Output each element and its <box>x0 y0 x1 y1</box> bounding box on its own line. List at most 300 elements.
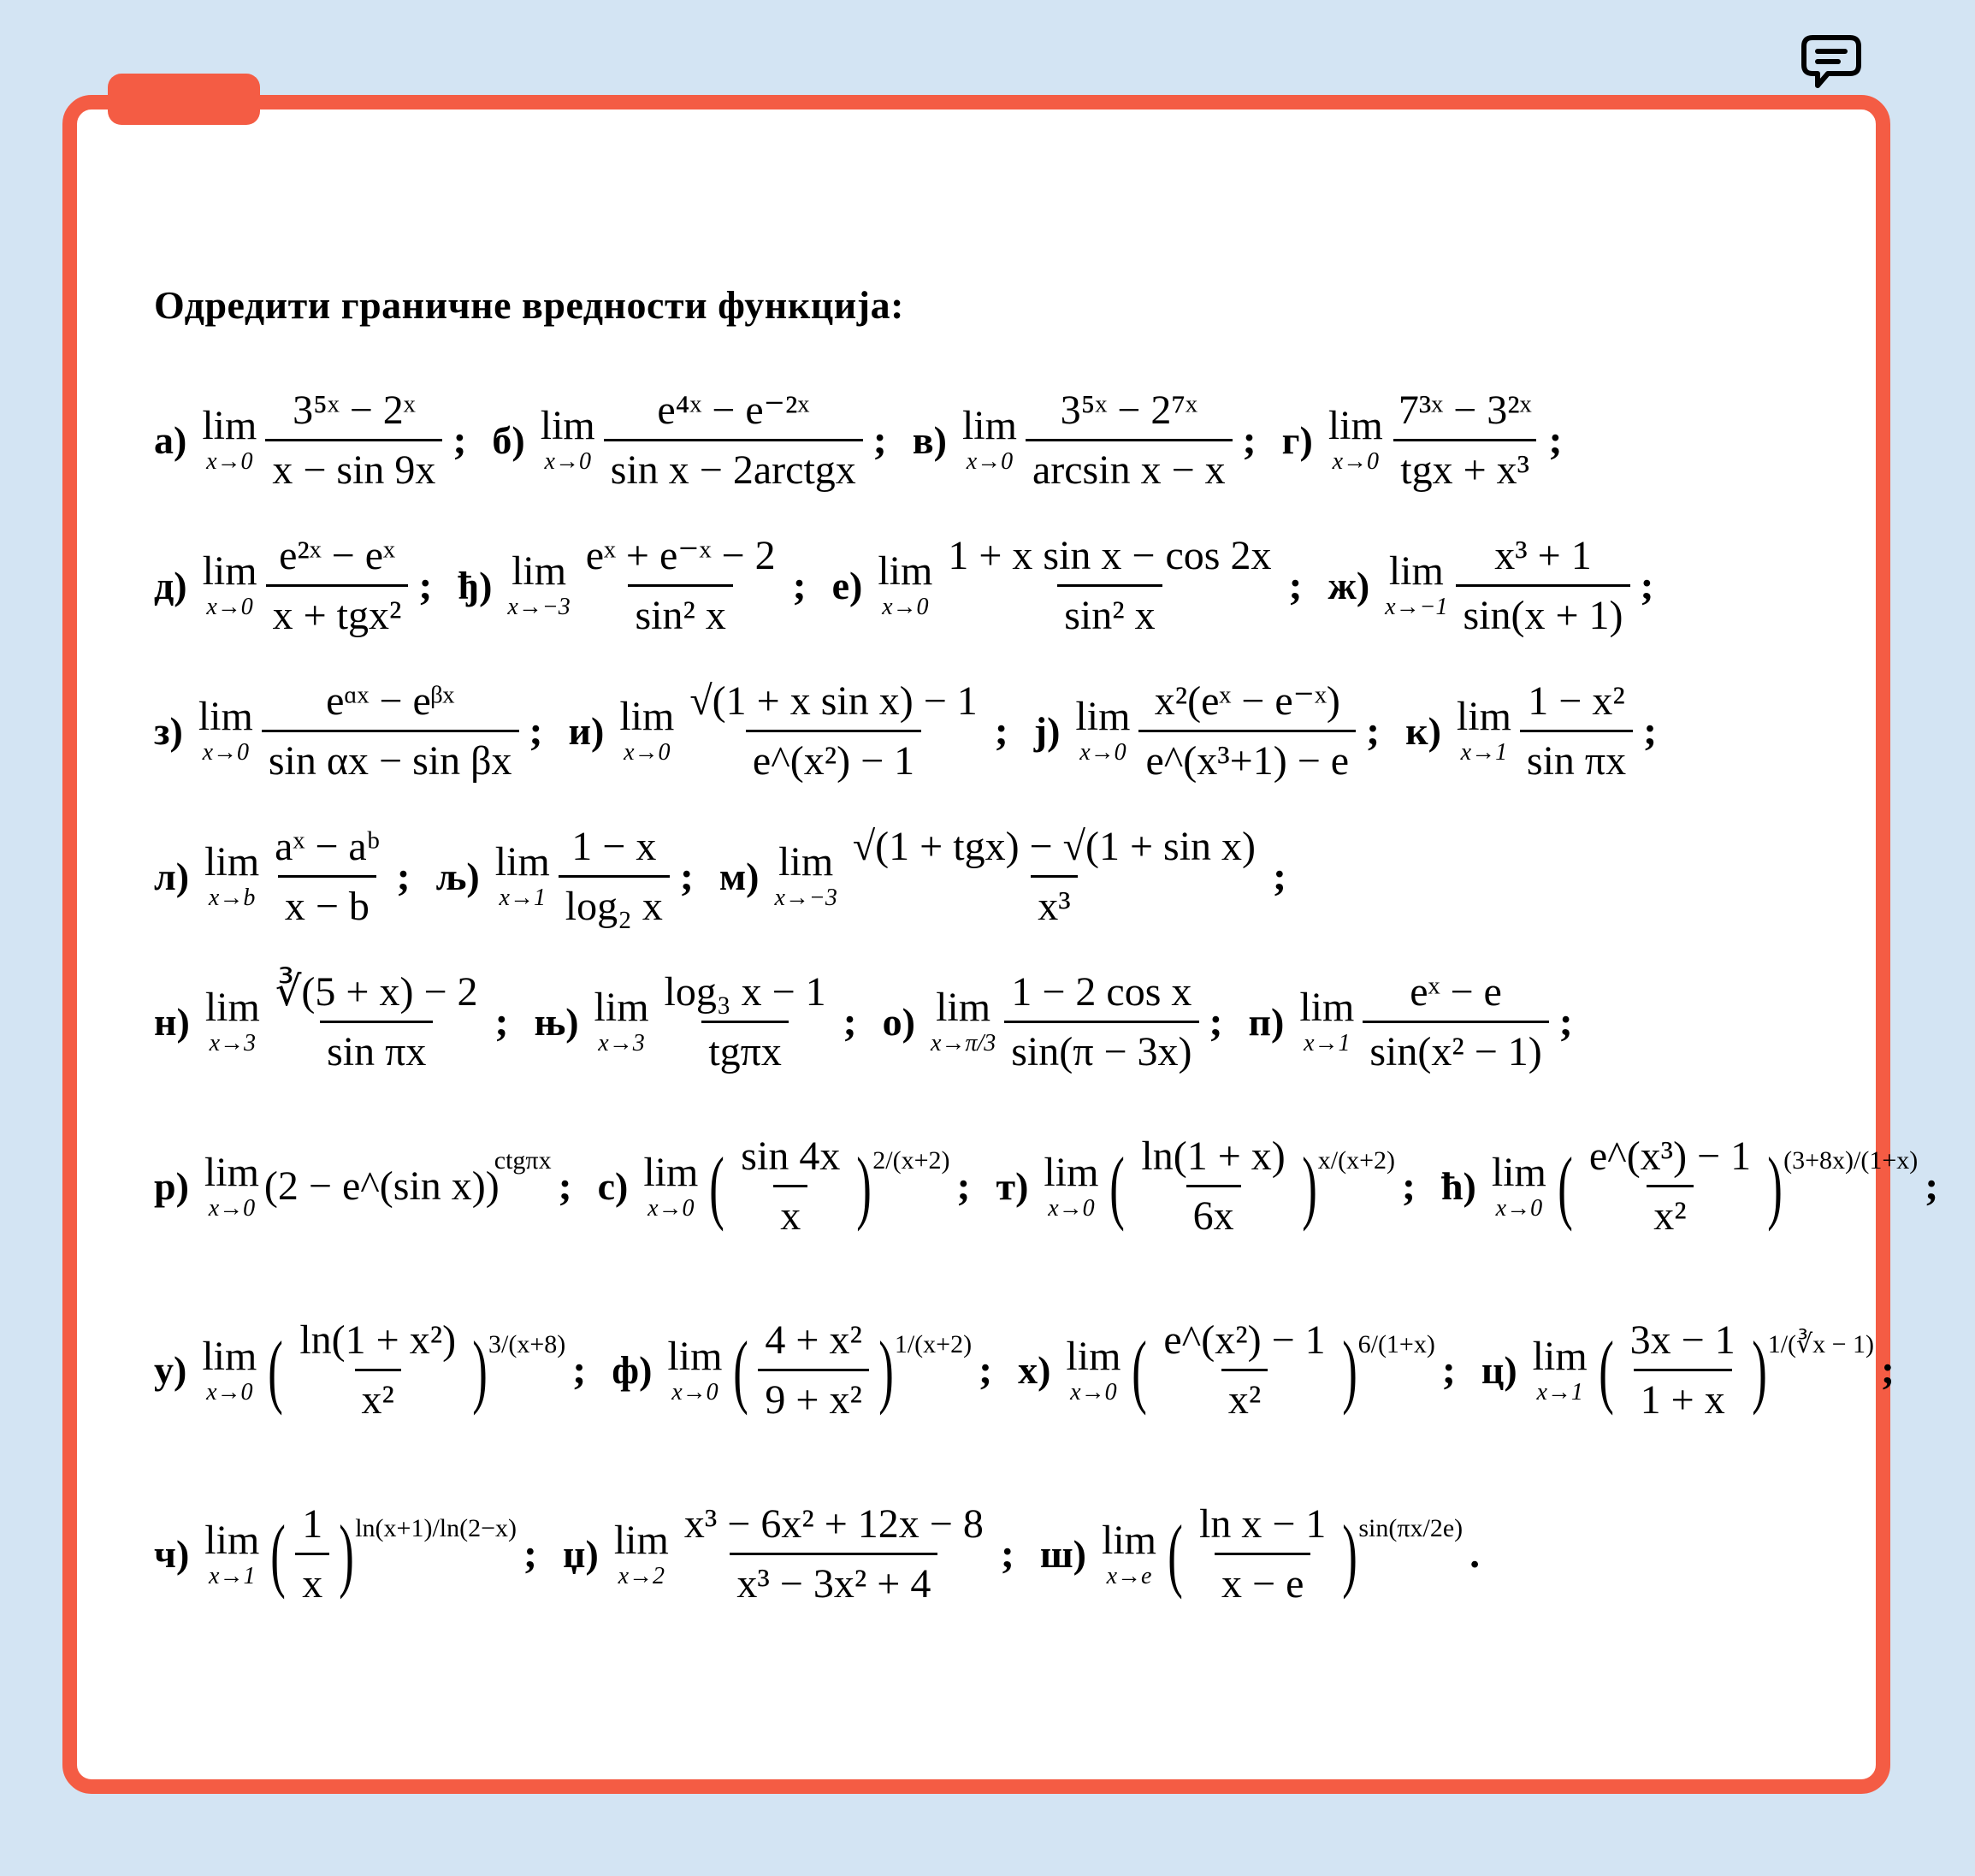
denominator: sin² x <box>628 584 732 639</box>
problem-label: а) <box>154 417 187 462</box>
numerator: e^(x³) − 1 <box>1588 1133 1752 1179</box>
lim-operator <box>1066 1333 1121 1406</box>
lim-operator <box>667 1333 723 1406</box>
lim-operator <box>1299 987 1354 1056</box>
lim-operator <box>1385 548 1448 620</box>
lim-word: lim <box>1388 548 1444 594</box>
lim-subscript: x→−3 <box>507 594 571 620</box>
lim-operator <box>202 1333 257 1406</box>
lim-word: lim <box>202 1333 257 1379</box>
lim-word: lim <box>1102 1517 1157 1563</box>
right-paren: ) <box>1301 1139 1317 1232</box>
lim-subscript: x→0 <box>624 739 671 766</box>
problem-label: н) <box>154 999 190 1044</box>
problem-label: с) <box>597 1164 629 1208</box>
problem-row <box>154 1278 1895 1462</box>
numerator: 3x − 1 <box>1629 1317 1736 1363</box>
separator: ; <box>1366 707 1381 754</box>
limit-problem <box>154 532 432 639</box>
lim-subscript: x→3 <box>209 1030 257 1056</box>
denominator: sin(π − 3x) <box>1004 1021 1198 1075</box>
lim-operator <box>1457 696 1511 765</box>
right-paren: ) <box>1767 1139 1783 1232</box>
lim-subscript: x→0 <box>202 739 250 766</box>
problem-row <box>154 367 1779 512</box>
denominator: x² <box>1221 1369 1268 1423</box>
problem-label: з) <box>154 708 183 753</box>
lim-subscript: x→π/3 <box>930 1030 996 1056</box>
limit-problem <box>612 1317 992 1423</box>
limit-problem <box>1034 677 1380 784</box>
numerator: e^(x²) − 1 <box>1163 1317 1326 1363</box>
fraction <box>604 386 863 494</box>
problem-label: л) <box>154 854 190 898</box>
lim-operator <box>774 839 837 911</box>
denominator: x² <box>355 1369 401 1423</box>
numerator: ln(1 + x²) <box>299 1317 457 1363</box>
limit-problem <box>719 823 1286 930</box>
problem-label: у) <box>154 1348 187 1392</box>
denominator: arcsin x − x <box>1026 439 1233 494</box>
problem-label: и) <box>568 708 605 753</box>
separator: ; <box>843 998 857 1045</box>
separator: ; <box>452 417 467 463</box>
lim-word: lim <box>667 1333 723 1379</box>
limit-problem <box>1405 678 1657 784</box>
right-paren: ) <box>339 1507 355 1600</box>
problem-label: в) <box>912 417 947 462</box>
separator: ; <box>994 707 1008 754</box>
numerator: x³ − 6x² + 12x − 8 <box>683 1501 984 1547</box>
denominator: e^(x³+1) − e <box>1138 730 1356 784</box>
fraction <box>1192 1500 1333 1607</box>
lim-operator <box>594 987 649 1056</box>
fraction <box>846 823 1262 930</box>
lim-subscript: x→0 <box>882 594 929 620</box>
numerator: aˣ − aᵇ <box>275 823 380 869</box>
card-tab-marker[interactable] <box>108 74 260 125</box>
fraction <box>1363 968 1548 1075</box>
problem-row <box>154 1462 1779 1646</box>
lim-subscript: x→0 <box>544 448 591 475</box>
lim-subscript: x→−1 <box>1385 594 1448 620</box>
exponent: (3+8x)/(1+x) <box>1783 1145 1919 1175</box>
lim-subscript: x→1 <box>499 885 546 911</box>
problem-label: ћ) <box>1440 1164 1476 1208</box>
left-paren: ( <box>709 1139 725 1232</box>
left-paren: ( <box>270 1507 287 1600</box>
denominator: x³ <box>1031 875 1077 930</box>
separator: ; <box>1288 562 1303 608</box>
lim-subscript: x→0 <box>206 1378 253 1406</box>
lim-subscript: x→2 <box>618 1562 665 1589</box>
separator: ; <box>572 1347 587 1393</box>
problem-label: м) <box>718 854 760 898</box>
fraction <box>677 1500 990 1607</box>
lim-subscript: x→1 <box>1536 1378 1583 1406</box>
limit-problem <box>832 532 1303 639</box>
lim-operator <box>878 548 933 620</box>
exponent: 1/(x+2) <box>894 1329 973 1358</box>
numerator: 4 + x² <box>765 1317 862 1363</box>
lim-subscript: x→0 <box>208 1194 256 1222</box>
fraction <box>265 387 442 494</box>
fraction <box>1623 1317 1742 1423</box>
fraction <box>295 1500 329 1607</box>
fraction <box>266 532 409 639</box>
lim-word: lim <box>540 403 595 448</box>
problem-label: г) <box>1281 417 1313 462</box>
limit-problem <box>1282 387 1563 494</box>
fraction <box>1520 678 1633 784</box>
limit-problem <box>492 386 886 494</box>
separator: ; <box>872 417 887 463</box>
denominator: sin(x² − 1) <box>1363 1021 1548 1075</box>
right-paren: ) <box>1341 1323 1357 1416</box>
denominator: x − sin 9x <box>265 439 442 494</box>
fraction <box>1004 968 1198 1075</box>
denominator: sin πx <box>1520 730 1633 784</box>
problem-label: џ) <box>563 1532 599 1576</box>
denominator: 6x <box>1186 1185 1241 1240</box>
limit-problem <box>883 968 1223 1075</box>
numerator: eᵅˣ − eᵝˣ <box>326 678 455 724</box>
fraction <box>758 1317 868 1423</box>
separator: ; <box>396 853 411 899</box>
problem-label: ј) <box>1033 708 1061 753</box>
fraction <box>683 678 984 784</box>
problem-label: ф) <box>612 1348 653 1392</box>
lim-subscript: x→0 <box>206 448 253 475</box>
lim-word: lim <box>1075 694 1131 739</box>
limit-problem <box>154 1500 537 1607</box>
numerator: ln(1 + x) <box>1141 1133 1286 1179</box>
lim-subscript: x→b <box>208 885 256 911</box>
separator: ; <box>494 998 509 1045</box>
lim-operator <box>541 405 595 474</box>
separator: ; <box>1441 1347 1456 1393</box>
lim-operator <box>202 405 257 474</box>
denominator: e^(x²) − 1 <box>746 730 921 784</box>
separator: ; <box>1925 1163 1939 1209</box>
numerator: 3⁵ˣ − 2ˣ <box>293 387 416 433</box>
numerator: ln x − 1 <box>1198 1501 1327 1547</box>
fraction <box>268 823 386 930</box>
separator: ; <box>1000 1531 1014 1577</box>
right-paren: ) <box>1342 1507 1358 1600</box>
limit-problem <box>1481 1317 1895 1423</box>
numerator: 1 <box>302 1501 323 1547</box>
separator: ; <box>418 562 433 608</box>
denominator: x − b <box>278 875 376 930</box>
denominator: sin² x <box>1057 584 1162 639</box>
exponent: x/(x+2) <box>1317 1145 1395 1175</box>
lim-operator <box>205 987 260 1056</box>
problem-label: д) <box>154 563 187 607</box>
numerator: sin 4x <box>741 1133 841 1179</box>
fraction <box>579 531 783 639</box>
numerator: 1 − x² <box>1528 678 1625 724</box>
left-paren: ( <box>1168 1507 1183 1600</box>
limit-problem <box>1249 968 1573 1075</box>
numerator: ∛(5 + x) − 2 <box>275 969 478 1015</box>
exponent: ctgπx <box>494 1145 552 1175</box>
limit-problem <box>1040 1500 1480 1607</box>
limit-problem <box>458 531 806 639</box>
denominator: 1 + x <box>1634 1369 1732 1423</box>
problem-label: т) <box>996 1164 1029 1208</box>
numerator: x³ + 1 <box>1494 532 1592 578</box>
lim-word: lim <box>936 985 991 1030</box>
lim-word: lim <box>961 403 1017 448</box>
lim-subscript: x→1 <box>209 1562 256 1589</box>
denominator: tgx + x³ <box>1393 439 1536 494</box>
fraction <box>559 823 670 930</box>
problem-label: њ) <box>534 999 579 1044</box>
lim-operator <box>507 548 571 620</box>
denominator: x + tgx² <box>266 584 409 639</box>
problem-label: п) <box>1248 999 1285 1044</box>
fraction <box>1134 1133 1292 1240</box>
limit-problem <box>154 1317 586 1423</box>
lim-word: lim <box>198 694 253 739</box>
lim-operator <box>1532 1333 1588 1406</box>
left-paren: ( <box>733 1323 749 1416</box>
problem-label: ђ) <box>458 563 493 607</box>
lim-operator <box>1102 1517 1157 1589</box>
problem-row <box>154 658 1779 803</box>
separator: . <box>1469 1531 1481 1577</box>
problem-label: ц) <box>1481 1348 1517 1392</box>
limit-problem <box>598 1133 971 1240</box>
exponent: 2/(x+2) <box>872 1145 950 1175</box>
lim-subscript: x→0 <box>1079 739 1126 766</box>
denominator: tgπx <box>701 1021 789 1075</box>
lim-operator <box>204 1149 259 1222</box>
lim-operator <box>204 1517 260 1589</box>
lim-operator <box>643 1149 699 1222</box>
limit-problem <box>154 823 411 930</box>
limit-problem <box>535 968 857 1075</box>
exponent: 3/(x+8) <box>488 1329 566 1358</box>
numerator: √(1 + x sin x) − 1 <box>689 678 978 724</box>
problem-label: б) <box>492 417 525 462</box>
lim-word: lim <box>511 548 567 594</box>
lim-subscript: x→0 <box>1048 1194 1095 1222</box>
numerator: 7³ˣ − 3²ˣ <box>1398 387 1532 433</box>
numerator: x²(eˣ − e⁻ˣ) <box>1154 678 1340 724</box>
left-paren: ( <box>268 1323 284 1416</box>
right-paren: ) <box>878 1323 894 1416</box>
lim-word: lim <box>878 548 933 594</box>
lim-word: lim <box>204 839 260 885</box>
separator: ; <box>1640 562 1654 608</box>
limit-base: (2 − e^(sin x)) <box>263 1163 500 1209</box>
problem-label: ш) <box>1039 1532 1086 1576</box>
exponent: 1/(∛x − 1) <box>1767 1330 1875 1358</box>
lim-subscript: x→0 <box>1332 448 1380 475</box>
limit-problem <box>154 387 466 494</box>
separator: ; <box>792 562 807 608</box>
denominator: x − e <box>1215 1553 1310 1607</box>
lim-word: lim <box>619 694 675 739</box>
numerator: 1 + x sin x − cos 2x <box>948 532 1272 578</box>
numerator: e⁴ˣ − e⁻²ˣ <box>657 388 810 433</box>
separator: ; <box>956 1163 971 1209</box>
denominator: x <box>295 1553 329 1607</box>
lim-word: lim <box>613 1517 669 1563</box>
problem-label: ж) <box>1328 563 1370 607</box>
denominator: sin πx <box>320 1021 433 1075</box>
lim-word: lim <box>643 1149 699 1195</box>
right-paren: ) <box>472 1323 488 1416</box>
numerator: √(1 + tgx) − √(1 + sin x) <box>852 823 1257 869</box>
problem-label: х) <box>1018 1348 1051 1392</box>
lim-subscript: x→0 <box>647 1194 695 1222</box>
exercise-heading: Одредити граничне вредности функција: <box>154 283 904 327</box>
lim-subscript: x→0 <box>671 1378 718 1406</box>
lim-word: lim <box>204 1149 259 1195</box>
denominator: x³ − 3x² + 4 <box>730 1553 937 1607</box>
lim-subscript: x→e <box>1106 1562 1152 1589</box>
lim-subscript: x→0 <box>966 448 1014 475</box>
comment-icon[interactable] <box>1801 33 1862 89</box>
problem-label: к) <box>1405 708 1441 753</box>
lim-word: lim <box>202 548 257 594</box>
left-paren: ( <box>1109 1139 1126 1232</box>
lim-operator <box>1075 696 1130 765</box>
problem-row <box>154 803 1779 949</box>
separator: ; <box>979 1347 993 1393</box>
numerator: eˣ − e <box>1410 968 1502 1015</box>
lim-word: lim <box>1044 1149 1099 1195</box>
lim-operator <box>1044 1149 1099 1222</box>
separator: ; <box>1643 707 1658 754</box>
lim-operator <box>962 405 1017 474</box>
separator: ; <box>1209 998 1223 1045</box>
fraction <box>1582 1133 1758 1240</box>
fraction <box>293 1317 463 1423</box>
denominator: sin x − 2arctgx <box>604 439 863 494</box>
denominator: log₂ x <box>559 875 670 930</box>
numerator: 1 − x <box>571 823 657 869</box>
exponent: 6/(1+x) <box>1357 1329 1435 1358</box>
lim-operator <box>613 1517 669 1589</box>
lim-subscript: x→0 <box>1495 1194 1543 1222</box>
left-paren: ( <box>1132 1323 1148 1416</box>
problem-label: о) <box>882 999 915 1044</box>
problem-label: р) <box>154 1164 189 1208</box>
lim-subscript: x→0 <box>206 594 253 620</box>
denominator: 9 + x² <box>758 1369 868 1423</box>
limit-problem <box>1441 1133 1938 1240</box>
separator: ; <box>1401 1163 1416 1209</box>
numerator: log₃ x − 1 <box>664 968 826 1015</box>
limit-problem <box>154 678 542 784</box>
lim-word: lim <box>1328 403 1383 448</box>
limit-problem <box>436 823 694 930</box>
denominator: x <box>773 1185 807 1240</box>
lim-word: lim <box>1491 1149 1546 1195</box>
numerator: eˣ + e⁻ˣ − 2 <box>585 533 776 578</box>
limit-problem <box>568 678 1008 784</box>
lim-operator <box>198 696 253 765</box>
lim-word: lim <box>204 985 260 1030</box>
lim-word: lim <box>204 1517 260 1563</box>
denominator: x² <box>1647 1185 1693 1240</box>
fraction <box>658 968 833 1075</box>
lim-word: lim <box>1299 985 1355 1030</box>
lim-operator <box>202 548 257 620</box>
problem-row <box>154 1094 1939 1278</box>
fraction <box>1392 387 1539 494</box>
limit-problem <box>1328 532 1653 639</box>
separator: ; <box>529 707 543 754</box>
problem-row <box>154 949 1779 1094</box>
lim-operator <box>1491 1149 1546 1222</box>
left-paren: ( <box>1558 1139 1573 1232</box>
exponent: sin(πx/2e) <box>1358 1513 1464 1542</box>
limit-problem <box>154 968 509 1075</box>
problem-row <box>154 512 1779 658</box>
fraction <box>941 532 1278 639</box>
fraction <box>1456 532 1629 639</box>
fraction <box>262 678 519 784</box>
separator: ; <box>1558 998 1573 1045</box>
separator: ; <box>679 853 694 899</box>
lim-word: lim <box>594 985 649 1030</box>
denominator: sin αx − sin βx <box>262 730 519 784</box>
lim-word: lim <box>1066 1333 1121 1379</box>
lim-word: lim <box>1532 1333 1588 1379</box>
separator: ; <box>1242 417 1257 463</box>
limits-list <box>154 367 1939 1646</box>
lim-subscript: x→−3 <box>774 885 837 911</box>
right-paren: ) <box>1751 1323 1767 1416</box>
separator: ; <box>1548 417 1563 463</box>
problem-label: ч) <box>154 1532 190 1576</box>
problem-label: е) <box>831 563 863 607</box>
lim-subscript: x→1 <box>1304 1030 1351 1056</box>
separator: ; <box>523 1531 538 1577</box>
lim-word: lim <box>778 839 834 885</box>
numerator: 3⁵ˣ − 2⁷ˣ <box>1060 387 1197 433</box>
lim-subscript: x→3 <box>598 1030 645 1056</box>
separator: ; <box>1273 853 1286 899</box>
fraction <box>1138 677 1356 784</box>
limit-problem <box>913 387 1257 494</box>
separator: ; <box>1881 1347 1895 1393</box>
numerator: e²ˣ − eˣ <box>279 532 395 578</box>
lim-operator <box>204 839 260 911</box>
fraction <box>269 968 485 1075</box>
limit-problem <box>154 1145 572 1222</box>
lim-word: lim <box>202 403 257 448</box>
numerator: 1 − 2 cos x <box>1011 968 1192 1015</box>
limit-problem <box>1018 1317 1456 1423</box>
lim-subscript: x→1 <box>1460 739 1508 766</box>
right-paren: ) <box>856 1139 872 1232</box>
exercise-content <box>154 282 1939 1646</box>
lim-operator <box>931 987 996 1056</box>
limit-problem <box>996 1133 1416 1240</box>
fraction <box>1156 1317 1332 1423</box>
lim-word: lim <box>1456 694 1511 739</box>
problem-label: љ) <box>435 854 480 898</box>
lim-operator <box>619 696 674 765</box>
lim-operator <box>494 839 550 911</box>
lim-subscript: x→0 <box>1070 1378 1117 1406</box>
